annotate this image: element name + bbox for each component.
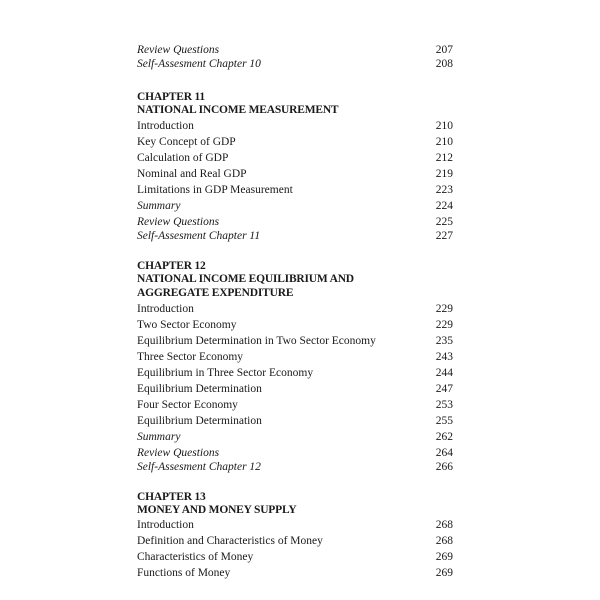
toc-entry-title: Characteristics of Money bbox=[137, 551, 254, 563]
toc-entry bbox=[137, 534, 453, 548]
toc-entry bbox=[137, 430, 453, 444]
toc-entry-title: Limitations in GDP Measurement bbox=[137, 184, 293, 196]
toc-entry-page: 243 bbox=[435, 351, 453, 363]
toc-entry-page: 264 bbox=[435, 447, 453, 459]
toc-entry-title: Three Sector Economy bbox=[137, 351, 244, 363]
toc-entry-title: Review Questions bbox=[137, 216, 220, 228]
toc-entry-page: 253 bbox=[435, 399, 453, 411]
toc-entry-page: 210 bbox=[435, 120, 453, 132]
toc-entry bbox=[137, 119, 453, 133]
toc-entry-page: 227 bbox=[435, 230, 453, 242]
toc-entry-title: Calculation of GDP bbox=[137, 152, 229, 164]
chapter-title: NATIONAL INCOME MEASUREMENT bbox=[137, 104, 339, 116]
toc-entry-title: Two Sector Economy bbox=[137, 319, 237, 331]
toc-entry bbox=[137, 229, 453, 243]
toc-entry bbox=[137, 414, 453, 428]
chapter-title: NATIONAL INCOME EQUILIBRIUM AND bbox=[137, 273, 354, 285]
chapter-label: CHAPTER 13 bbox=[137, 491, 206, 503]
toc-entry-page: 255 bbox=[435, 415, 453, 427]
toc-entry-title: Four Sector Economy bbox=[137, 399, 238, 411]
toc-entry bbox=[137, 183, 453, 197]
toc-entry-title: Functions of Money bbox=[137, 567, 231, 579]
toc-entry-title: Definition and Characteristics of Money bbox=[137, 535, 323, 547]
toc-entry-title: Equilibrium Determination bbox=[137, 383, 262, 395]
toc-entry-title: Review Questions bbox=[137, 447, 220, 459]
toc-entry-page: 212 bbox=[435, 152, 453, 164]
toc-entry-page: 266 bbox=[435, 461, 453, 473]
toc-entry-title: Introduction bbox=[137, 303, 194, 315]
toc-entry-title: Self-Assesment Chapter 11 bbox=[137, 230, 261, 242]
chapter-label: CHAPTER 12 bbox=[137, 260, 206, 272]
toc-entry-page: 229 bbox=[435, 319, 453, 331]
toc-entry-page: 269 bbox=[435, 567, 453, 579]
toc-entry bbox=[137, 167, 453, 181]
toc-entry-page: 268 bbox=[435, 535, 453, 547]
toc-entry bbox=[137, 318, 453, 332]
toc-entry bbox=[137, 518, 453, 532]
toc-entry bbox=[137, 550, 453, 564]
toc-entry-page: 207 bbox=[435, 44, 453, 56]
chapter-title: MONEY AND MONEY SUPPLY bbox=[137, 504, 297, 516]
toc-entry bbox=[137, 334, 453, 348]
toc-entry bbox=[137, 398, 453, 412]
toc-entry-page: 219 bbox=[435, 168, 453, 180]
toc-entry-title: Summary bbox=[137, 200, 181, 212]
toc-entry-title: Nominal and Real GDP bbox=[137, 168, 247, 180]
toc-entry bbox=[137, 302, 453, 316]
toc-entry bbox=[137, 135, 453, 149]
toc-entry bbox=[137, 446, 453, 460]
toc-entry-title: Summary bbox=[137, 431, 181, 443]
toc-entry-page: 208 bbox=[435, 58, 453, 70]
toc-entry-title: Key Concept of GDP bbox=[137, 136, 236, 148]
toc-entry bbox=[137, 215, 453, 229]
toc-entry bbox=[137, 57, 453, 71]
chapter-label: CHAPTER 11 bbox=[137, 91, 205, 103]
toc-entry-page: 210 bbox=[435, 136, 453, 148]
toc-entry-title: Equilibrium Determination bbox=[137, 415, 262, 427]
toc-entry-page: 268 bbox=[435, 519, 453, 531]
toc-entry-page: 235 bbox=[435, 335, 453, 347]
toc-entry-page: 269 bbox=[435, 551, 453, 563]
toc-entry bbox=[137, 382, 453, 396]
toc-entry-title: Review Questions bbox=[137, 44, 220, 56]
toc-entry bbox=[137, 566, 453, 580]
toc-entry bbox=[137, 43, 453, 57]
toc-entry-page: 262 bbox=[435, 431, 453, 443]
toc-entry-title: Self-Assesment Chapter 10 bbox=[137, 58, 261, 70]
toc-entry bbox=[137, 199, 453, 213]
toc-entry-page: 224 bbox=[435, 200, 453, 212]
toc-entry-page: 229 bbox=[435, 303, 453, 315]
toc-entry-title: Self-Assesment Chapter 12 bbox=[137, 461, 261, 473]
chapter-title: AGGREGATE EXPENDITURE bbox=[137, 287, 294, 299]
toc-entry-page: 247 bbox=[435, 383, 453, 395]
toc-entry-page: 225 bbox=[435, 216, 453, 228]
toc-entry bbox=[137, 460, 453, 474]
toc-entry-title: Introduction bbox=[137, 519, 194, 531]
toc-entry-title: Equilibrium Determination in Two Sector Economy bbox=[137, 335, 376, 347]
toc-entry bbox=[137, 350, 453, 364]
toc-entry-title: Equilibrium in Three Sector Economy bbox=[137, 367, 314, 379]
toc-entry-page: 223 bbox=[435, 184, 453, 196]
toc-entry bbox=[137, 366, 453, 380]
toc-entry-page: 244 bbox=[435, 367, 453, 379]
toc-entry-title: Introduction bbox=[137, 120, 194, 132]
toc-entry bbox=[137, 151, 453, 165]
